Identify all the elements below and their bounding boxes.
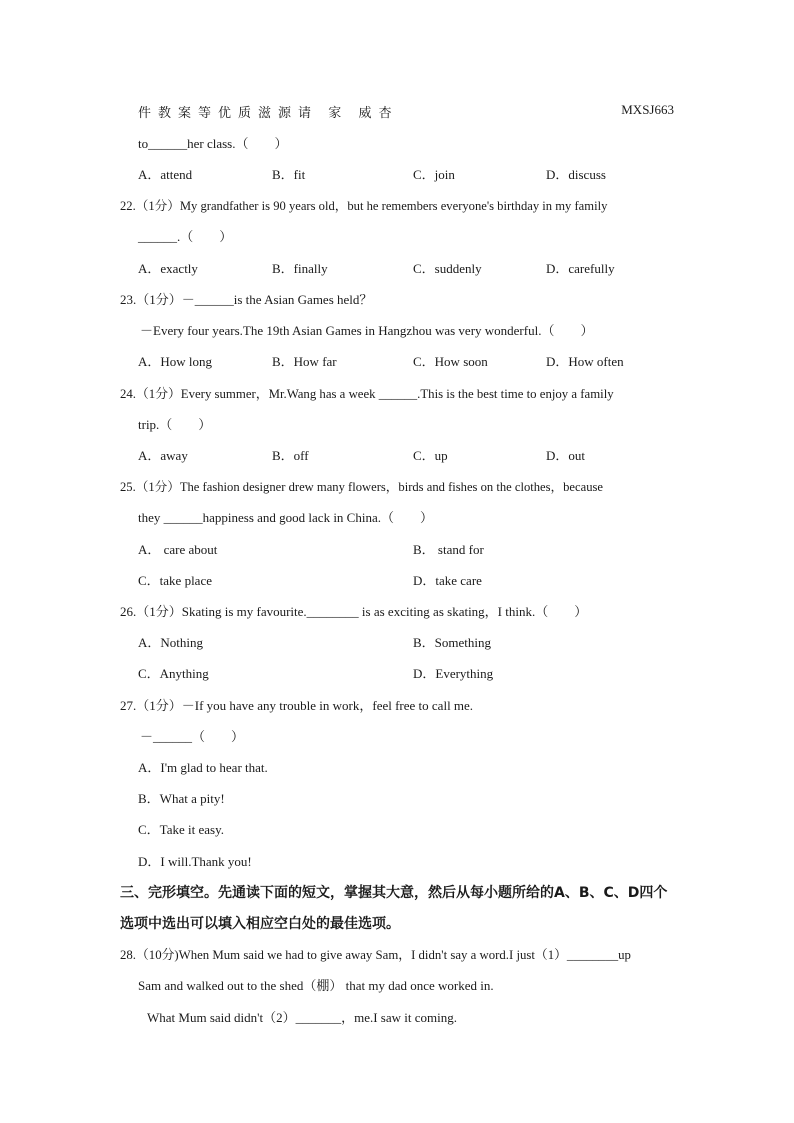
q26-option-d: D．Everything (413, 666, 494, 681)
q23-option-c: C．How soon (413, 354, 488, 369)
question-21-continuation: to______her class.（ ） (138, 136, 288, 151)
question-23-reply: －Every four years.The 19th Asian Games in Hangzhou was very wonderful.（ ） (140, 323, 594, 338)
question-23-stem: 23.（1分）－______is the Asian Games held？ (120, 292, 373, 307)
q22-option-c: C．suddenly (413, 261, 482, 276)
q24-option-a: A．away (138, 448, 188, 463)
question-27-stem: 27.（1分）－If you have any trouble in work，feel free to call me. (120, 698, 474, 713)
question-24-stem: 24.（1分）Every summer，Mr.Wang has a week ______.This is the best time to enjoy a family (120, 387, 614, 401)
q27-option-d: D．I will.Thank you! (138, 854, 252, 869)
q27-option-b: B．What a pity! (138, 791, 225, 806)
question-26-stem: 26.（1分）Skating is my favourite.________ is as exciting as skating，I think.（ ） (120, 604, 588, 619)
question-28-passage-line-3: What Mum said didn't（2）_______，me.I saw it coming. (147, 1010, 457, 1025)
header-code: MXSJ663 (621, 102, 674, 117)
q25-option-d: D．take care (413, 573, 482, 588)
header-watermark-text: 件教案等优质滋源请 家 威杏 (138, 105, 399, 120)
question-24-stem-cont: trip.（ ） (138, 417, 212, 432)
q24-option-d: D．out (546, 448, 586, 463)
q25-option-c: C．take place (138, 573, 212, 588)
q21-option-a: A．attend (138, 167, 193, 182)
q21-option-b: B．fit (272, 167, 306, 182)
q24-option-b: B．off (272, 448, 309, 463)
section-3-heading-cont: 选项中选出可以填入相应空白处的最佳选项。 (120, 916, 400, 932)
q21-option-c: C．join (413, 167, 455, 182)
question-27-reply: －______（ ） (140, 729, 245, 744)
q25-option-a: A． care about (138, 542, 218, 557)
q23-option-a: A．How long (138, 354, 213, 369)
question-25-stem-cont: they ______happiness and good lack in China.（ ） (138, 510, 433, 525)
q26-option-c: C．Anything (138, 666, 209, 681)
question-28-passage-line-2: Sam and walked out to the shed（棚） that my dad once worked in. (138, 978, 494, 993)
question-22-stem: 22.（1分）My grandfather is 90 years old，but he remembers everyone's birthday in my family (120, 199, 608, 213)
q22-option-a: A．exactly (138, 261, 198, 276)
q22-option-b: B．finally (272, 261, 328, 276)
q25-option-b: B． stand for (413, 542, 484, 557)
q27-option-a: A．I'm glad to hear that. (138, 760, 268, 775)
question-22-stem-cont: ______.（ ） (138, 229, 233, 244)
q27-option-c: C．Take it easy. (138, 822, 224, 837)
question-28-passage-line-1: 28.（10分)When Mum said we had to give away Sam，I didn't say a word.I just（1）________up (120, 948, 631, 962)
q23-option-d: D．How often (546, 354, 624, 369)
q22-option-d: D．carefully (546, 261, 615, 276)
q21-option-d: D．discuss (546, 167, 606, 182)
page-header (138, 102, 674, 122)
q24-option-c: C．up (413, 448, 448, 463)
question-25-stem: 25.（1分）The fashion designer drew many flowers，birds and fishes on the clothes，because (120, 480, 603, 494)
section-3-heading: 三、完形填空。先通读下面的短文，掌握其大意，然后从每小题所给的A、B、C、D四个 (120, 885, 668, 901)
q26-option-b: B．Something (413, 635, 492, 650)
q23-option-b: B．How far (272, 354, 337, 369)
q26-option-a: A．Nothing (138, 635, 204, 650)
